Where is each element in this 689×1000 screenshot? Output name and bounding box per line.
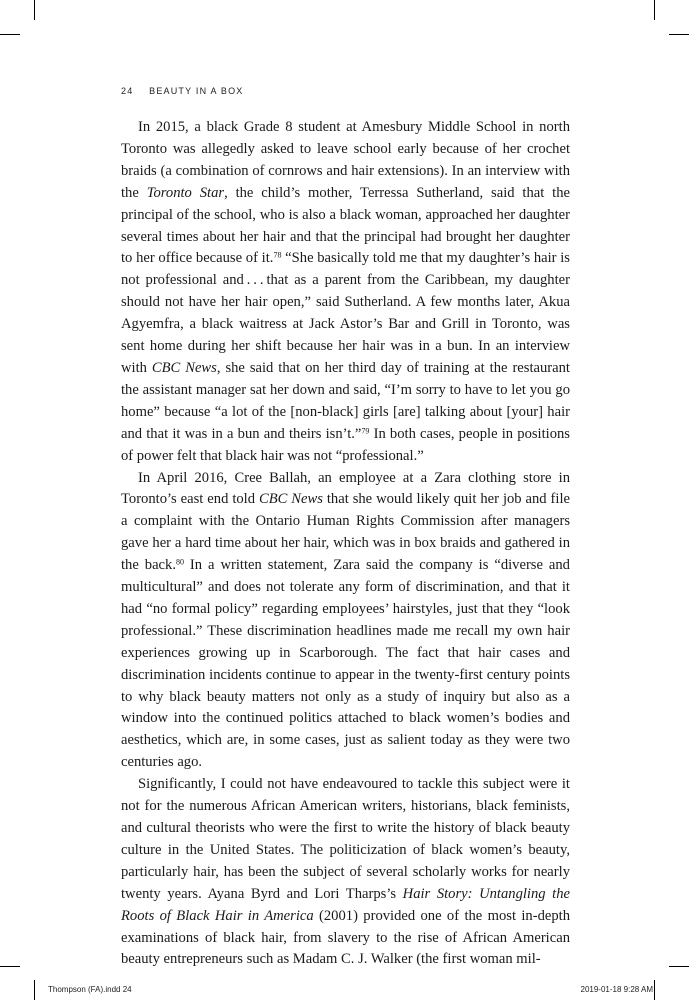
paragraph <box>121 468 570 775</box>
running-title: BEAUTY IN A BOX <box>149 86 244 96</box>
crop-mark-top-left-vertical <box>34 0 35 20</box>
crop-mark-bottom-right-vertical <box>654 980 655 1000</box>
italic-title: CBC News <box>258 491 323 508</box>
crop-mark-bottom-left-horizontal <box>0 966 20 967</box>
paragraph <box>121 774 570 971</box>
running-header <box>121 86 244 96</box>
italic-title: Hair Story: Untangling the Roots of Black Hair in America <box>121 885 570 924</box>
text-run: , the child’s mother, Terressa Sutherland, said that the principal of the school, who is also a black woman, approached her daughter several times about her hair and that the principal had brought her daughter to her office because of it. <box>121 184 571 267</box>
body-text <box>121 117 570 971</box>
text-run: , she said that on her third day of training at the restaurant the assistant manager sat her down and said, “I’m sorry to have to let you go home” because “a lot of the [non-black] girls [are] talking about [your] hair and that it was in a bun and theirs isn’t.” <box>121 359 570 442</box>
footnote-ref: 80 <box>175 557 184 567</box>
crop-mark-top-left-horizontal <box>0 34 20 35</box>
slug-file-name: Thompson (FA).indd 24 <box>48 985 132 994</box>
text-run: In 2015, a black Grade 8 student at Amesbury Middle School in north Toronto was allegedly asked to leave school early because of her crochet braids (a combination of cornrows and hair extensions). In an interview with the <box>121 119 570 201</box>
text-run: In a written statement, Zara said the company is “diverse and multicultural” and does not tolerate any form of discrimination, and that it had “no formal policy” regarding employees’ hairstyles, just that they “look professional.” These discrimination headlines made me recall my own hair experiences growing up in Scarborough. The fact that hair cases and discrimination incidents continue to appear in the twenty-first century points to why black beauty matters not only as a study of inquiry but also as a window into the continued politics attached to black women’s bodies and aesthetics, which are, in some cases, just as salient today as they were two centuries ago. <box>121 557 570 771</box>
text-run: (2001) provided one of the most in-depth examinations of black hair, from slavery to the rise of African American beauty entrepreneurs such as Madam C. J. Walker (the first woman mil- <box>121 907 570 968</box>
text-run: Significantly, I could not have endeavoured to tackle this subject were it not for the numerous African American writers, historians, black feminists, and cultural theorists who were the first to write the history of black beauty culture in the United States. The politicization of black women’s beauty, particularly hair, has been the subject of several scholarly works for nearly twenty years. Ayana Byrd and Lori Tharps’s <box>121 776 570 902</box>
text-run: that she would likely quit her job and file a complaint with the Ontario Human Rights Commission after managers gave her a hard time about her hair, which was in box braids and gathered in the back. <box>121 491 570 574</box>
footnote-ref: 78 <box>273 251 282 261</box>
italic-title: CBC News <box>151 359 217 376</box>
text-run: “She basically told me that my daughter’s hair is not professional and . . . that as a parent from the Caribbean, my daughter should not have her hair open,” said Sutherland. A few months later, Akua Agyemfra, a black waitress at Jack Astor’s Bar and Grill in Toronto, was sent home during her shift because her hair was in a bun. In an interview with <box>121 250 570 376</box>
page-number: 24 <box>121 86 134 96</box>
crop-mark-bottom-right-horizontal <box>669 966 689 967</box>
italic-title: Toronto Star <box>146 184 225 201</box>
crop-mark-bottom-left-vertical <box>34 980 35 1000</box>
crop-mark-top-right-vertical <box>654 0 655 20</box>
slug-timestamp: 2019-01-18 9:28 AM <box>580 985 653 994</box>
footnote-ref: 79 <box>361 426 370 436</box>
text-run: In April 2016, Cree Ballah, an employee at a Zara clothing store in Toronto’s east end told <box>121 469 570 508</box>
paragraph <box>121 117 570 468</box>
crop-mark-top-right-horizontal <box>669 34 689 35</box>
text-run: In both cases, people in positions of power felt that black hair was not “professional.” <box>121 425 570 464</box>
